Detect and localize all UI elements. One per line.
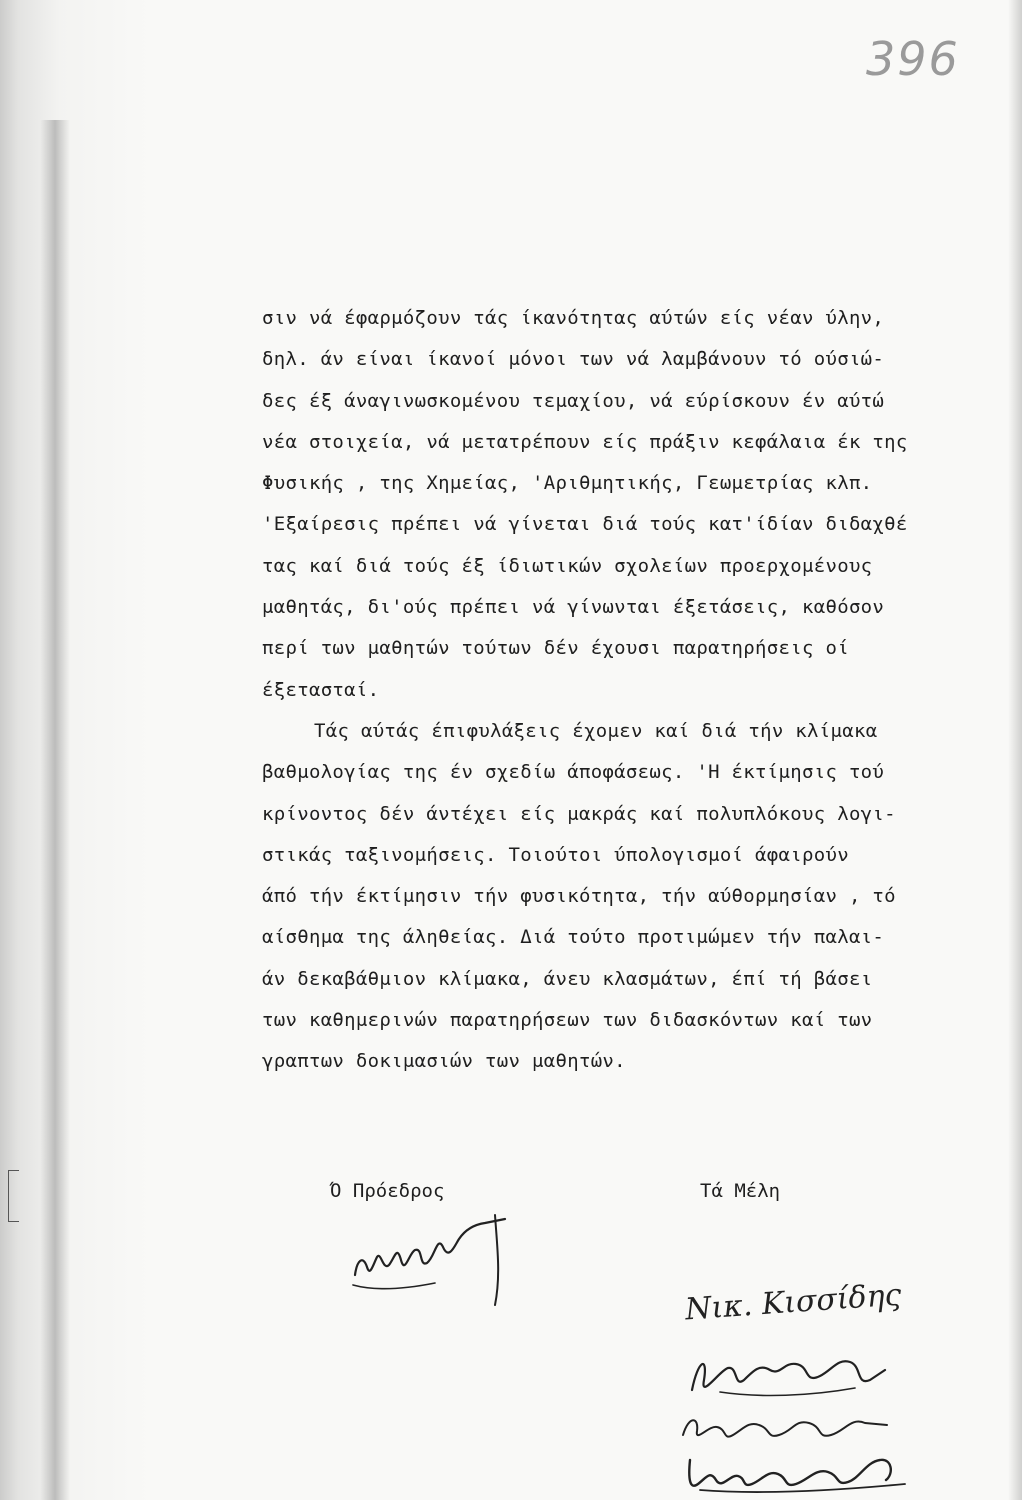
text-line: 'Εξαίρεσις πρέπει νά γίνεται διά τούς κατ'ίδίαν διδαχθέ — [262, 513, 908, 536]
member-signature-1: Νικ. Κισσίδης — [684, 1277, 903, 1328]
text-line: Φυσικής , της Χημείας, 'Αριθμητικής, Γεωμετρίας κλπ. — [262, 472, 873, 495]
text-line: μαθητάς, δι'ούς πρέπει νά γίνωνται έξετάσεις, καθόσον — [262, 596, 885, 619]
archive-stamp — [0, 1110, 130, 1490]
text-line: άν δεκαβάθμιον κλίμακα, άνευ κλασμάτων, έπί τή βάσει — [262, 967, 873, 990]
text-line: βαθμολογίας της έν σχεδίω άποφάσεως. 'Η έκτίμησις τού — [262, 761, 885, 784]
text-line: άπό τήν έκτίμησιν τήν φυσικότητα, τήν αύθορμησίαν , τό — [262, 885, 896, 908]
text-line: στικάς ταξινομήσεις. Τοιούτοι ύπολογισμοί άφαιρούν — [262, 843, 849, 866]
text-line: τας καί διά τούς έξ ίδιωτικών σχολείων προερχομένους — [262, 554, 873, 577]
text-line: των καθημερινών παρατηρήσεων των διδασκόντων καί των — [262, 1009, 873, 1032]
page-number: 396 — [866, 32, 960, 86]
text-line: δες έξ άναγινωσκομένου τεμαχίου, νά εύρίσκουν έν αύτώ — [262, 389, 885, 412]
text-line: γραπτων δοκιμασιών των μαθητών. — [262, 1050, 626, 1073]
text-line: αίσθημα της άληθείας. Διά τούτο προτιμώμεν τήν παλαι- — [262, 926, 885, 949]
page-edge-shadow — [1008, 0, 1022, 1500]
text-line: δηλ. άν είναι ίκανοί μόνοι των νά λαμβάνουν τό ούσιώ- — [262, 348, 885, 371]
president-signature — [345, 1205, 545, 1325]
text-line: σιν νά έφαρμόζουν τάς ίκανότητας αύτών είς νέαν ύλην, — [262, 307, 885, 329]
text-line: κρίνοντος δέν άντέχει είς μακράς καί πολυπλόκους λογι- — [262, 802, 896, 825]
text-line: περί των μαθητών τούτων δέν έχουσι παρατηρήσεις οί — [262, 637, 849, 660]
body-text — [262, 298, 1002, 1083]
text-line: έξετασταί. — [262, 678, 380, 701]
text-line: Τάς αύτάς έπιφυλάξεις έχομεν καί διά τήν κλίμακα — [314, 719, 878, 742]
member-signature-4 — [680, 1440, 920, 1500]
stamp-bracket — [8, 1170, 19, 1222]
text-line: νέα στοιχεία, νά μετατρέπουν είς πράξιν κεφάλαια έκ της — [262, 430, 908, 453]
president-label: Ό Πρόεδρος — [330, 1180, 445, 1202]
members-label: Τά Μέλη — [700, 1180, 781, 1202]
